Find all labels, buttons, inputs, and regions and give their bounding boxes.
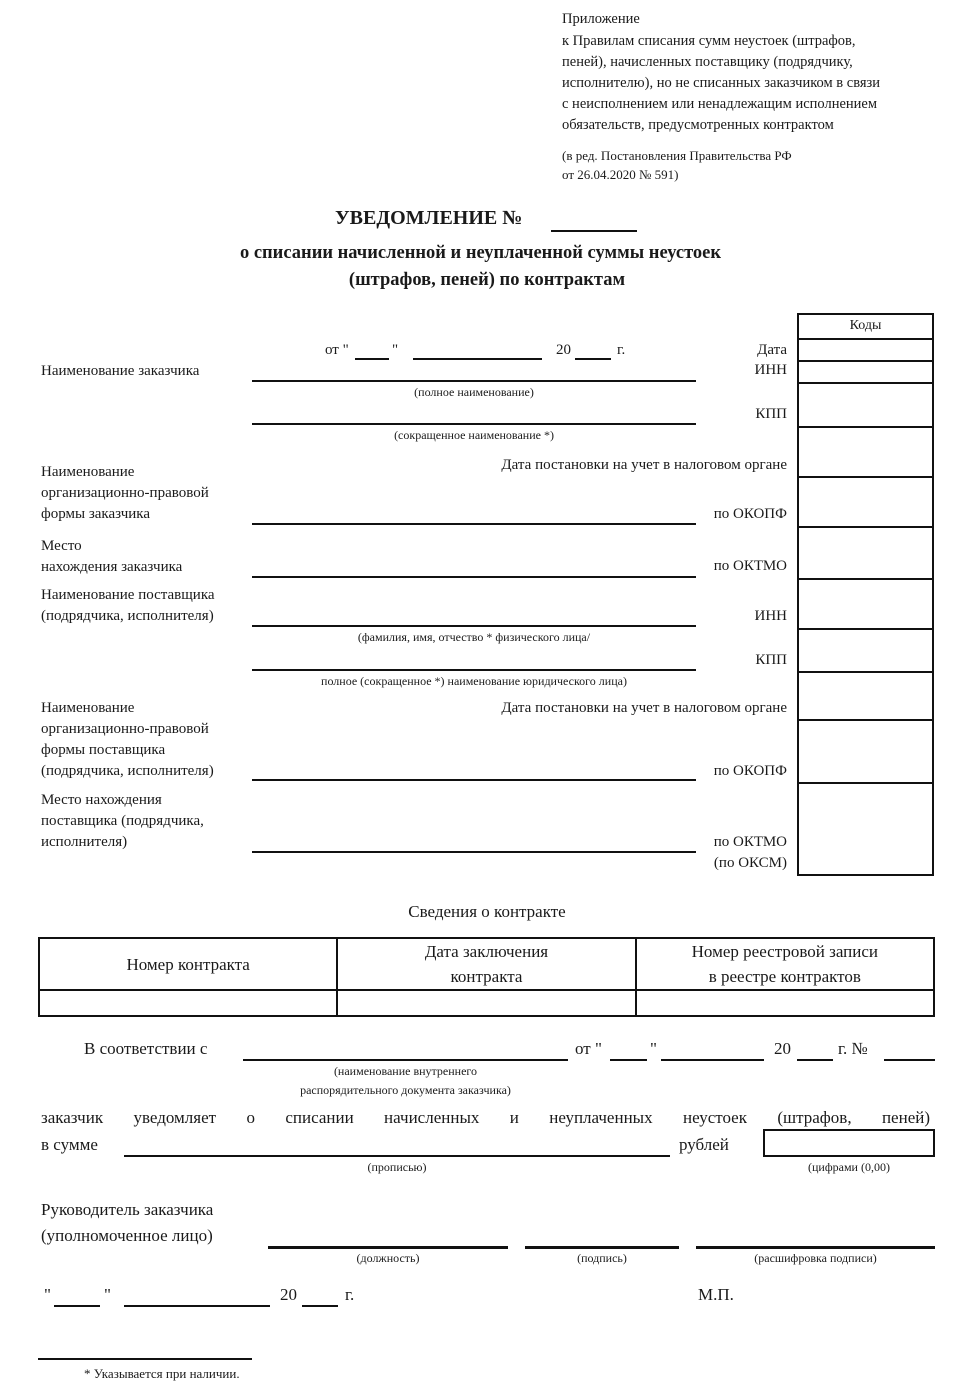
notice-text: заказчик уведомляет о списании начисленных и неуплаченных неустоек (штрафов, пеней) (41, 1108, 930, 1127)
appendix-line: обязательств, предусмотренных контрактом (562, 117, 834, 133)
sum-in-words-field[interactable] (124, 1155, 670, 1157)
date-from-label: от " (325, 342, 349, 358)
basis-caption: распорядительного документа заказчика) (300, 1083, 511, 1097)
code-cell-supplier-okopf[interactable] (799, 721, 932, 784)
supplier-legal-form-label: формы поставщика (41, 742, 166, 758)
date-year-suffix: г. (617, 342, 626, 358)
code-label-okopf: по ОКОПФ (713, 506, 787, 522)
table-row (39, 990, 934, 1016)
notice-subtitle: (штрафов, пеней) по контрактам (348, 270, 626, 290)
supplier-legal-form-label: (подрядчика, исполнителя) (41, 763, 214, 779)
column-header-text: контракта (450, 967, 523, 986)
sign-date-quote-open: " (44, 1285, 51, 1304)
signature-decode-caption: (расшифровка подписи) (754, 1251, 877, 1265)
sign-date-month-field[interactable] (124, 1305, 270, 1307)
basis-quote-close: " (650, 1039, 657, 1058)
notice-title: УВЕДОМЛЕНИЕ № (335, 207, 523, 229)
sign-date-day-field[interactable] (54, 1305, 100, 1307)
column-header-text: Номер контракта (126, 954, 250, 974)
customer-location-label: нахождения заказчика (41, 559, 183, 575)
basis-month-field[interactable] (661, 1059, 764, 1061)
code-label-kpp: КПП (755, 406, 787, 422)
sum-in-words-caption: (прописью) (367, 1160, 427, 1174)
code-label-date: Дата (757, 342, 787, 358)
customer-location-label: Место (41, 538, 82, 554)
customer-full-name-caption: (полное наименование) (414, 385, 534, 399)
supplier-location-label: исполнителя) (41, 834, 128, 850)
code-cell-supplier-inn[interactable] (799, 580, 932, 630)
code-cell-oktmo[interactable] (799, 528, 932, 580)
sign-date-year-suffix: г. (345, 1285, 355, 1304)
customer-name-label: Наименование заказчика (41, 363, 200, 379)
customer-full-name-field[interactable] (252, 380, 696, 382)
date-year-prefix: 20 (556, 342, 571, 358)
date-quote-close: " (392, 342, 399, 358)
sum-in-digits-caption: (цифрами (0,00) (808, 1160, 890, 1174)
basis-doc-number-field[interactable] (884, 1059, 935, 1061)
code-label-supplier-oksm: (по ОКСМ) (713, 855, 787, 871)
column-header-contract-number (39, 938, 337, 990)
sign-date-year-prefix: 20 (280, 1285, 297, 1304)
code-cell-okopf[interactable] (799, 478, 932, 528)
customer-short-name-caption: (сокращенное наименование *) (394, 428, 554, 442)
code-cell-tax-date[interactable] (799, 428, 932, 478)
signature-caption: (подпись) (577, 1251, 627, 1265)
code-label-supplier-okopf: по ОКОПФ (713, 763, 787, 779)
supplier-name-label: (подрядчика, исполнителя) (41, 608, 214, 624)
customer-legal-form-label: организационно-правовой (41, 485, 209, 501)
supplier-name-label: Наименование поставщика (41, 587, 215, 603)
cell-contract-number[interactable] (39, 990, 337, 1016)
column-header-text: Номер реестровой записи (691, 942, 878, 961)
notice-subtitle: о списании начисленной и неуплаченной суммы неустоек (239, 243, 722, 263)
supplier-individual-caption: (фамилия, имя, отчество * физического лица/ (357, 630, 591, 644)
basis-year-field[interactable] (797, 1059, 833, 1061)
appendix-title: Приложение (562, 11, 640, 27)
supplier-legal-caption: полное (сокращенное *) наименование юридического лица) (321, 674, 627, 688)
customer-location-field[interactable] (252, 576, 696, 578)
supplier-legal-form-field[interactable] (252, 779, 696, 781)
signature-decode-field[interactable] (696, 1246, 935, 1249)
code-cell-supplier-oktmo[interactable] (799, 784, 932, 874)
customer-short-name-field[interactable] (252, 423, 696, 425)
sign-date-quote-close: " (104, 1285, 111, 1304)
column-header-text: в реестре контрактов (708, 967, 861, 986)
column-header-contract-date (337, 938, 635, 990)
date-month-field[interactable] (413, 358, 542, 360)
contract-table (38, 937, 935, 1017)
supplier-location-field[interactable] (252, 851, 696, 853)
code-label-supplier-kpp: КПП (755, 652, 787, 668)
basis-document-field[interactable] (243, 1059, 568, 1061)
stamp-label: М.П. (698, 1285, 734, 1304)
signature-field[interactable] (525, 1246, 679, 1249)
signer-label: Руководитель заказчика (41, 1200, 214, 1219)
code-cell-date[interactable] (799, 338, 932, 362)
code-cell-supplier-tax-date[interactable] (799, 673, 932, 721)
signer-position-field[interactable] (268, 1246, 508, 1249)
cell-registry-number[interactable] (636, 990, 934, 1016)
customer-legal-form-label: формы заказчика (41, 506, 151, 522)
basis-day-field[interactable] (610, 1059, 647, 1061)
customer-legal-form-label: Наименование (41, 464, 135, 480)
footnote-divider (38, 1358, 252, 1360)
code-cell-supplier-kpp[interactable] (799, 630, 932, 673)
sign-date-year-field[interactable] (302, 1305, 338, 1307)
appendix-line: исполнителю), но не списанных заказчиком в связи (562, 75, 881, 91)
codes-box (797, 313, 934, 876)
supplier-individual-name-field[interactable] (252, 625, 696, 627)
signer-label: (уполномоченное лицо) (41, 1226, 213, 1245)
cell-contract-date[interactable] (337, 990, 635, 1016)
basis-year-suffix: г. № (838, 1039, 868, 1058)
code-label-tax-date: Дата постановки на учет в налоговом органе (501, 457, 787, 473)
code-label-supplier-inn: ИНН (754, 608, 787, 624)
supplier-location-label: Место нахождения (41, 792, 162, 808)
customer-legal-form-field[interactable] (252, 523, 696, 525)
sum-label: в сумме (41, 1135, 98, 1154)
code-label-inn: ИНН (754, 362, 787, 378)
revision-note: от 26.04.2020 № 591) (562, 167, 679, 182)
codes-header: Коды (799, 315, 932, 340)
column-header-registry-number (636, 938, 934, 990)
appendix-line: с неисполнением или ненадлежащим исполнением (562, 96, 878, 112)
code-cell-kpp[interactable] (799, 384, 932, 428)
footnote-text: * Указывается при наличии. (84, 1366, 240, 1381)
supplier-legal-form-label: Наименование (41, 700, 135, 716)
supplier-location-label: поставщика (подрядчика, (41, 813, 204, 829)
basis-caption: (наименование внутреннего (333, 1064, 478, 1078)
notice-number-field[interactable] (551, 230, 637, 232)
code-cell-inn[interactable] (799, 362, 932, 384)
column-header-text: Дата заключения (424, 942, 549, 961)
basis-year-prefix: 20 (774, 1039, 791, 1058)
rubles-label: рублей (679, 1135, 729, 1154)
revision-note: (в ред. Постановления Правительства РФ (562, 148, 792, 163)
appendix-line: к Правилам списания сумм неустоек (штрафов, (562, 33, 856, 49)
code-label-supplier-tax-date: Дата постановки на учет в налоговом органе (501, 700, 787, 716)
basis-from-label: от " (575, 1039, 602, 1058)
date-year-field[interactable] (575, 358, 611, 360)
date-day-field[interactable] (355, 358, 389, 360)
appendix-line: пеней), начисленных поставщику (подрядчику, (562, 54, 853, 70)
supplier-legal-name-field[interactable] (252, 669, 696, 671)
supplier-legal-form-label: организационно-правовой (41, 721, 209, 737)
basis-prefix: В соответствии с (84, 1039, 208, 1058)
sum-in-digits-field[interactable] (763, 1129, 935, 1157)
signer-position-caption: (должность) (356, 1251, 420, 1265)
code-label-oktmo: по ОКТМО (713, 558, 787, 574)
code-label-supplier-oktmo: по ОКТМО (713, 834, 787, 850)
contract-section-title: Сведения о контракте (408, 902, 566, 921)
